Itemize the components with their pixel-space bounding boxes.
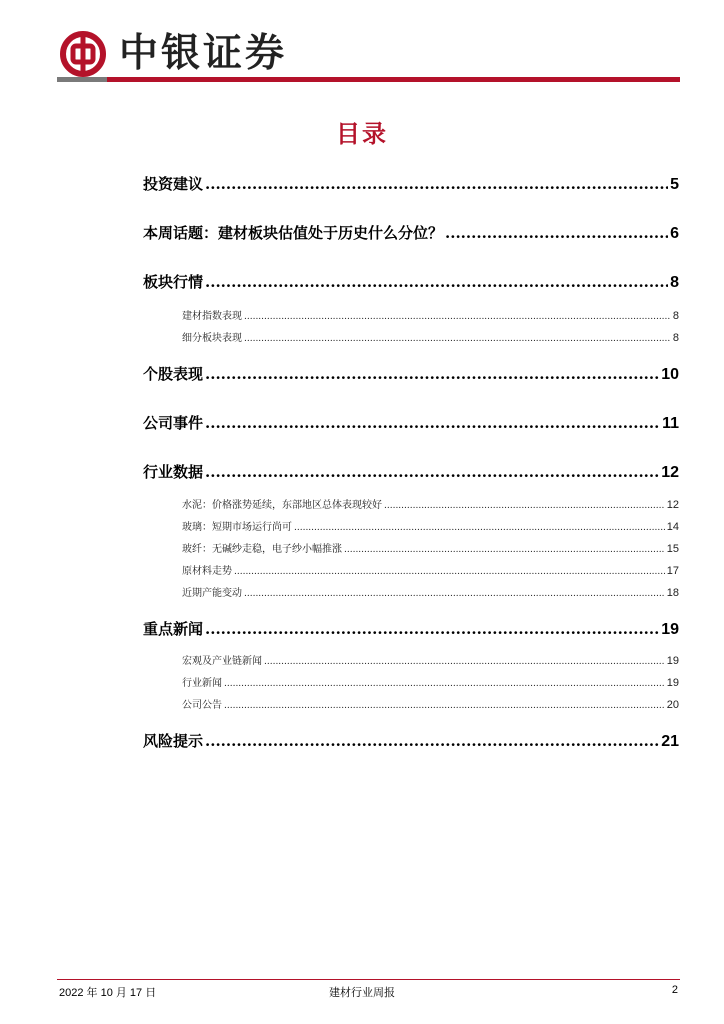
toc-title: 目录: [336, 119, 388, 148]
toc-entry-page: 19: [666, 677, 679, 689]
toc-entry-text: 本周话题：建材板块估值处于历史什么分位？: [143, 224, 444, 242]
toc-leader: [205, 273, 668, 291]
toc-entry[interactable]: [143, 730, 679, 751]
toc-entry-page: 11: [662, 415, 679, 432]
toc-entry-page: 12: [666, 499, 679, 511]
toc-entry-page: 19: [661, 621, 679, 638]
toc-leader: [224, 701, 665, 711]
toc-entry-page: 14: [666, 521, 679, 533]
toc-leader: [445, 224, 668, 242]
toc-entry[interactable]: [143, 618, 679, 639]
toc-subentry[interactable]: [182, 540, 679, 555]
toc-leader: [205, 414, 660, 432]
toc-subentry[interactable]: [182, 562, 679, 577]
toc-entry-text: 个股表现: [143, 365, 204, 383]
toc-entry[interactable]: [143, 222, 679, 243]
toc-entry-text: 风险提示: [143, 732, 204, 750]
toc-entry-text: 宏观及产业链新闻: [182, 656, 262, 667]
toc-entry-text: 建材指数表现: [182, 311, 242, 322]
toc-entry[interactable]: [143, 271, 679, 292]
toc-entry[interactable]: [143, 412, 679, 433]
toc-entry-page: 8: [672, 332, 679, 344]
toc-subentry[interactable]: [182, 674, 679, 689]
brand-name: 中银证券: [119, 30, 288, 76]
toc-entry-text: 行业新闻: [182, 678, 222, 689]
toc-subentry[interactable]: [182, 696, 679, 711]
toc-entry-text: 投资建议: [143, 175, 204, 193]
toc-leader: [205, 732, 659, 750]
toc-entry-text: 玻璃：短期市场运行尚可: [182, 522, 292, 533]
toc-leader: [244, 589, 665, 599]
toc-leader: [234, 567, 665, 577]
toc-leader: [244, 334, 671, 344]
footer-page-number: 2: [671, 984, 678, 996]
toc-leader: [224, 679, 665, 689]
toc-entry-page: 8: [672, 310, 679, 322]
toc-leader: [244, 312, 671, 322]
toc-leader: [264, 657, 665, 667]
toc-entry-text: 重点新闻: [143, 620, 204, 638]
toc-entry-text: 公司事件: [143, 414, 204, 432]
toc-entry-page: 15: [666, 543, 679, 555]
toc-leader: [384, 501, 665, 511]
toc-subentry[interactable]: [182, 584, 679, 599]
toc-subentry[interactable]: [182, 518, 679, 533]
toc-entry[interactable]: [143, 173, 679, 194]
toc-entry-text: 公司公告: [182, 700, 222, 711]
toc-leader: [205, 365, 659, 383]
toc-entry-page: 18: [666, 587, 679, 599]
toc-entry-text: 近期产能变动: [182, 588, 242, 599]
toc-entry-text: 原材料走势: [182, 566, 232, 577]
toc-entry-text: 玻纤：无碱纱走稳，电子纱小幅推涨: [182, 544, 342, 555]
toc-entry-page: 6: [670, 225, 679, 242]
toc-leader: [344, 545, 665, 555]
toc-subentry[interactable]: [182, 329, 679, 344]
toc-entry-page: 20: [666, 699, 679, 711]
toc-subentry[interactable]: [182, 652, 679, 667]
toc-subentry[interactable]: [182, 496, 679, 511]
toc-entry-text: 水泥：价格涨势延续，东部地区总体表现较好: [182, 500, 382, 511]
toc-entry-page: 19: [666, 655, 679, 667]
toc-entry[interactable]: [143, 461, 679, 482]
toc-entry-page: 12: [661, 464, 679, 481]
toc-entry-page: 21: [661, 733, 679, 750]
toc-leader: [205, 463, 659, 481]
toc-entry-text: 细分板块表现: [182, 333, 242, 344]
toc-entry-text: 板块行情: [143, 273, 204, 291]
toc-entry-text: 行业数据: [143, 463, 204, 481]
footer-rule: [57, 979, 680, 980]
toc-entry[interactable]: [143, 363, 679, 384]
toc-entry-page: 8: [670, 274, 679, 291]
toc-subentry[interactable]: [182, 307, 679, 322]
footer-report-name: 建材行业周报: [329, 986, 395, 999]
footer-date: 2022 年 10 月 17 日: [59, 987, 157, 999]
toc-leader: [205, 175, 668, 193]
toc-leader: [205, 620, 659, 638]
toc-leader: [294, 523, 665, 533]
toc-entry-page: 10: [661, 366, 679, 383]
toc-entry-page: 5: [670, 176, 679, 193]
toc-entry-page: 17: [666, 565, 679, 577]
